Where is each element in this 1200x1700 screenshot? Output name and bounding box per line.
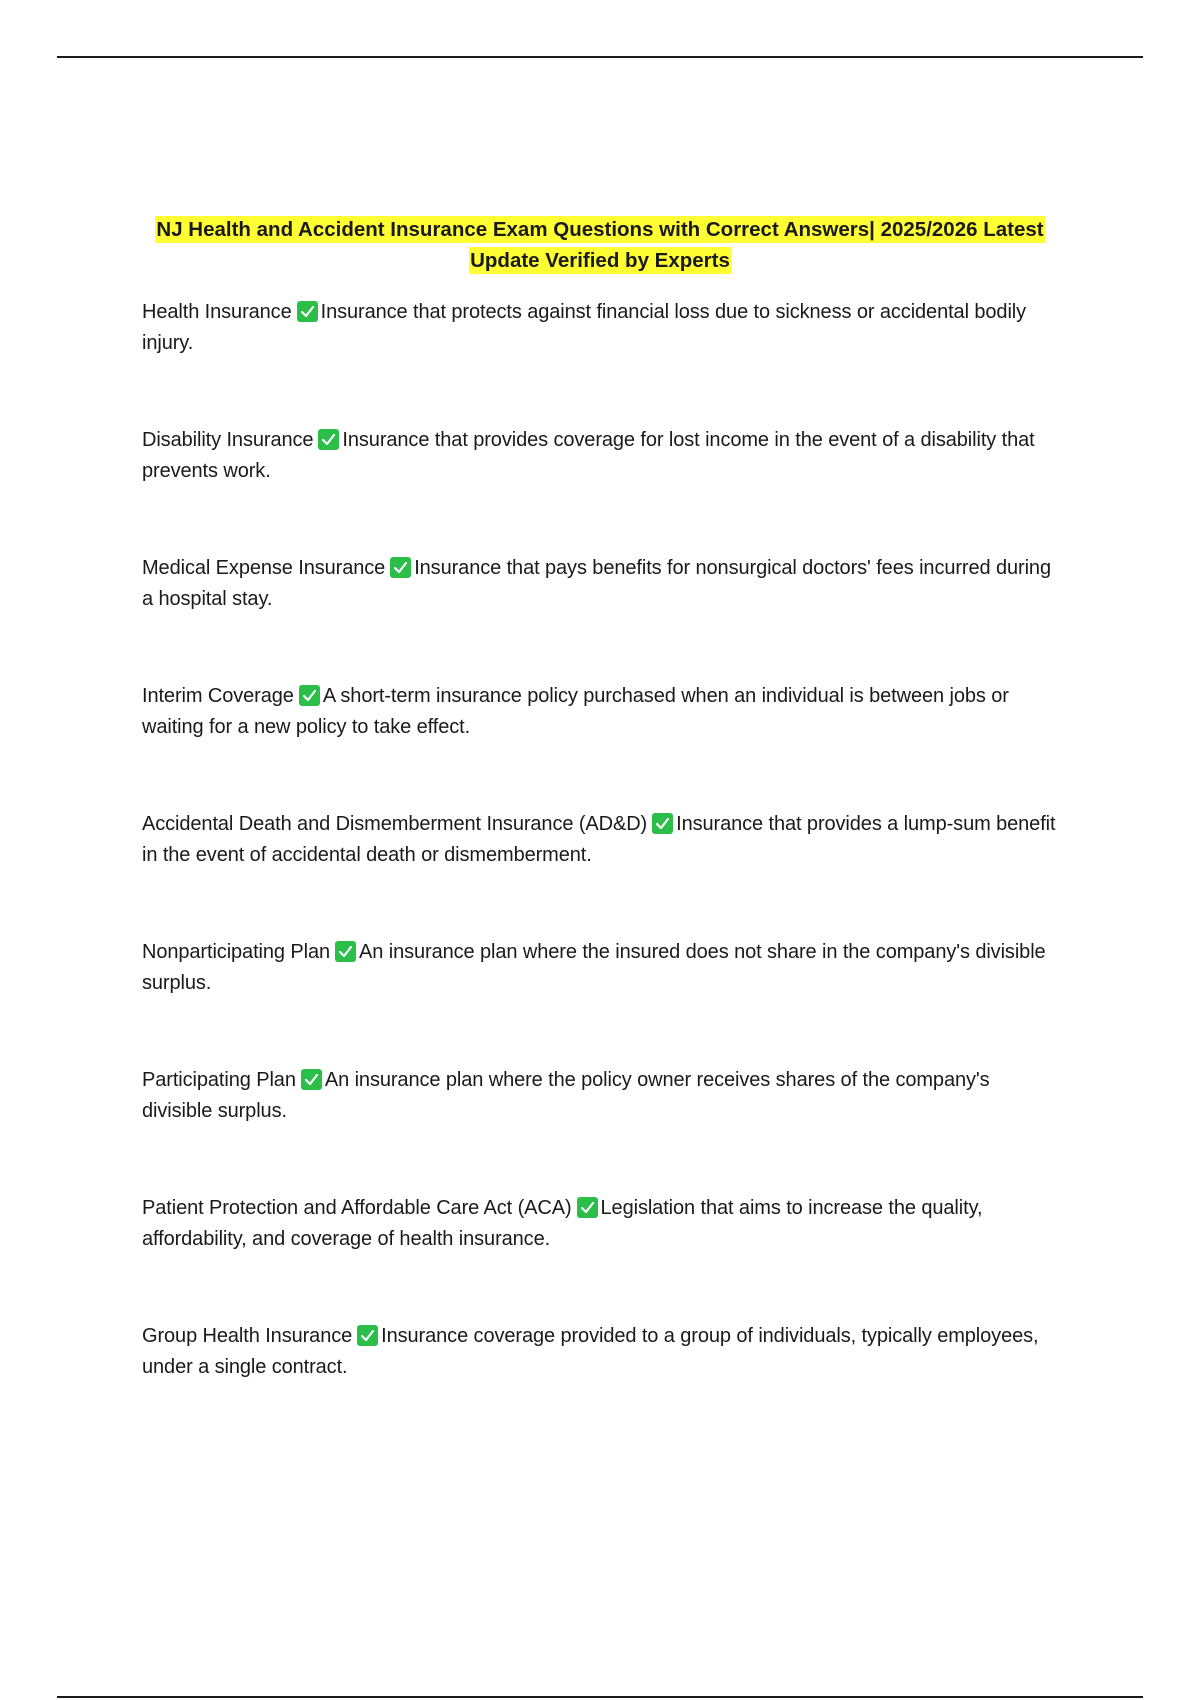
document-title — [100, 214, 1100, 276]
title-line-1: NJ Health and Accident Insurance Exam Questions with Correct Answers| 2025/2026 Latest — [156, 218, 1044, 241]
qa-definition: An insurance plan where the insured does not share in the company's divisible surplus. — [142, 941, 1046, 994]
header-rule — [57, 56, 1143, 58]
qa-term: Patient Protection and Affordable Care Act (ACA) — [142, 1197, 572, 1219]
qa-term: Accidental Death and Dismemberment Insurance (AD&D) — [142, 813, 648, 835]
qa-item — [142, 809, 1062, 937]
qa-definition: Insurance that provides coverage for lost income in the event of a disability that prevents work. — [142, 429, 1035, 482]
qa-term: Health Insurance — [142, 301, 292, 323]
qa-item — [142, 1193, 1062, 1321]
qa-definition: Insurance that pays benefits for nonsurgical doctors' fees incurred during a hospital stay. — [142, 557, 1051, 610]
footer-rule — [57, 1696, 1143, 1698]
qa-definition: Legislation that aims to increase the quality, affordability, and coverage of health insurance. — [142, 1197, 983, 1250]
qa-item — [142, 1065, 1062, 1193]
qa-item — [142, 425, 1062, 553]
qa-term: Interim Coverage — [142, 685, 294, 707]
qa-term: Disability Insurance — [142, 429, 314, 451]
qa-item — [142, 553, 1062, 681]
qa-definition: Insurance that provides a lump-sum benefit in the event of accidental death or dismemberment. — [142, 813, 1056, 866]
qa-term: Medical Expense Insurance — [142, 557, 386, 579]
check-mark-box-icon — [335, 941, 356, 962]
qa-item — [142, 937, 1062, 1065]
check-mark-box-icon — [301, 1069, 322, 1090]
qa-list — [142, 297, 1062, 1449]
check-mark-box-icon — [318, 429, 339, 450]
qa-term: Group Health Insurance — [142, 1325, 353, 1347]
check-mark-box-icon — [357, 1325, 378, 1346]
qa-term: Nonparticipating Plan — [142, 941, 331, 963]
check-mark-box-icon — [299, 685, 320, 706]
qa-item — [142, 297, 1062, 425]
qa-term: Participating Plan — [142, 1069, 296, 1091]
check-mark-box-icon — [390, 557, 411, 578]
qa-item — [142, 1321, 1062, 1449]
title-line-2: Update Verified by Experts — [470, 249, 730, 272]
check-mark-box-icon — [652, 813, 673, 834]
qa-definition: An insurance plan where the policy owner receives shares of the company's divisible surplus. — [142, 1069, 990, 1122]
check-mark-box-icon — [577, 1197, 598, 1218]
qa-definition: A short-term insurance policy purchased when an individual is between jobs or waiting for a new policy to take effect. — [142, 685, 1009, 738]
qa-item — [142, 681, 1062, 809]
check-mark-box-icon — [297, 301, 318, 322]
qa-definition: Insurance coverage provided to a group of individuals, typically employees, under a single contract. — [142, 1325, 1039, 1378]
qa-definition: Insurance that protects against financial loss due to sickness or accidental bodily injury. — [142, 301, 1027, 354]
